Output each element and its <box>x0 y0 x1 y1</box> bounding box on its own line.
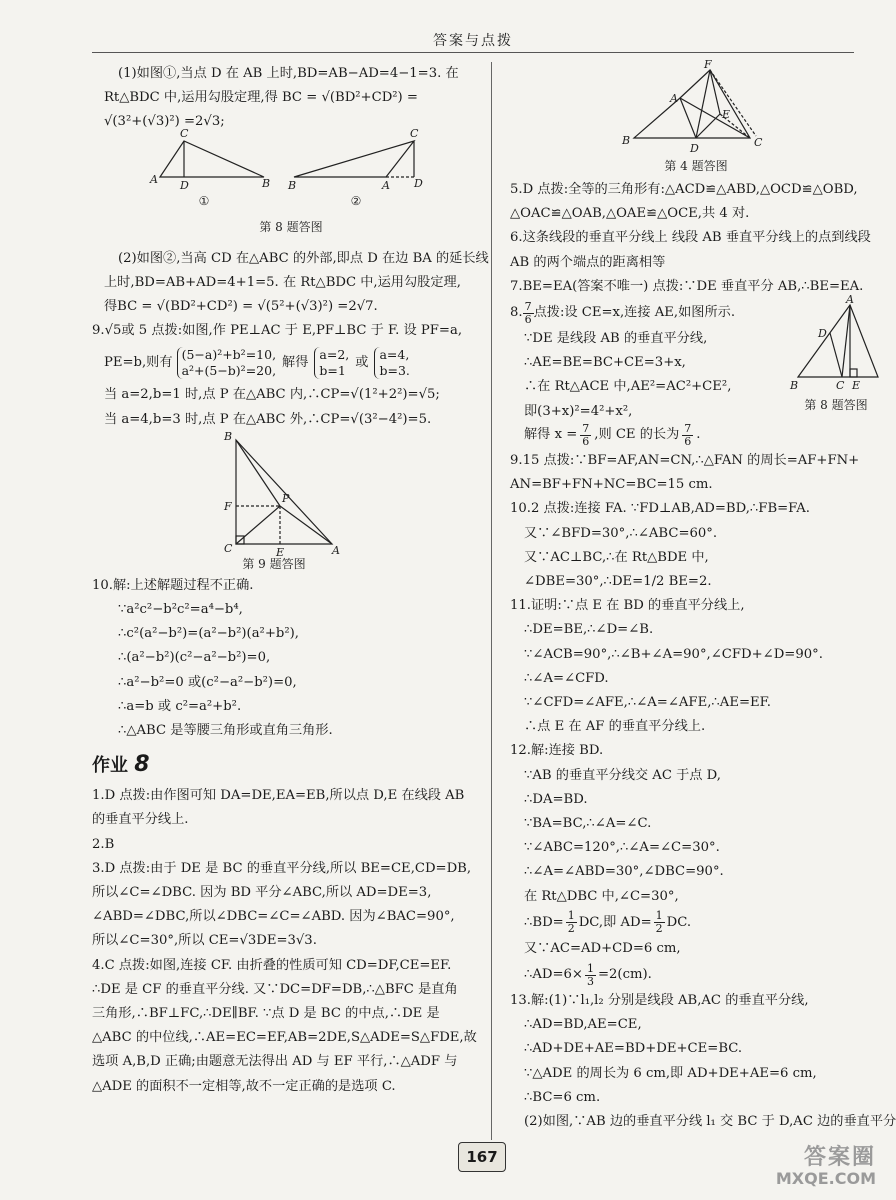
denominator: 6 <box>582 434 590 448</box>
text-fragment: 或 <box>355 355 369 371</box>
text-line: 的垂直平分线上. <box>92 812 189 828</box>
text-line: AB 的两个端点的距离相等 <box>510 254 666 270</box>
numerator: 7 <box>524 299 532 313</box>
equation: a=2, <box>319 347 350 363</box>
watermark-text: 答案圈 <box>803 1145 876 1170</box>
text-line <box>510 909 882 937</box>
page-header <box>92 30 854 53</box>
svg-text:D: D <box>818 327 827 341</box>
svg-text:C: C <box>836 379 845 393</box>
text-line: ∴(a²−b²)(c²−a²−b²)=0, <box>118 650 271 666</box>
text-line: ∴△ABC 是等腰三角形或直角三角形. <box>118 723 333 739</box>
section-label: 作业 <box>92 755 128 777</box>
text-line: 9.15 点拨:∵BF=AF,AN=CN,∴△FAN 的周长=AF+FN+ <box>510 453 860 469</box>
text-line: 所以∠C=∠DBC. 因为 BD 平分∠ABC,所以 AD=DE=3, <box>92 885 432 901</box>
header-title: 答案与点拨 <box>433 33 513 49</box>
figure-9-diagram <box>104 429 478 572</box>
figure-9 <box>104 429 478 572</box>
svg-text:C: C <box>180 126 189 140</box>
text-line: (2)如图②,当高 CD 在△ABC 的外部,即点 D 在边 BA 的延长线 <box>118 250 489 266</box>
text-line: 9.√5或 5 点拨:如图,作 PE⊥AC 于 E,PF⊥BC 于 F. 设 PF=a, <box>92 323 463 339</box>
equation-system <box>374 347 409 379</box>
text-line: △ADE 的面积不一定相等,故不一定正确的是选项 C. <box>92 1078 396 1094</box>
denominator: 6 <box>684 434 692 448</box>
text-line: 6.这条线段的垂直平分线上 线段 AB 垂直平分线上的点到线段 <box>510 230 871 246</box>
text-line: 选项 A,B,D 正确;由题意无法得出 AD 与 EF 平行,∴△ADF 与 <box>92 1054 458 1070</box>
equation: b=3. <box>379 363 410 379</box>
text-line: 1.D 点拨:由作图可知 DA=DE,EA=EB,所以点 D,E 在线段 AB <box>92 788 465 804</box>
figure-4 <box>510 58 882 176</box>
text-line: ∴在 Rt△ACE 中,AE²=AC²+CE², <box>524 379 732 395</box>
text-line: 13.解:(1)∵l₁,l₂ 分别是线段 AB,AC 的垂直平分线, <box>510 993 809 1009</box>
text-line: 12.解:连接 BD. <box>510 743 604 759</box>
text-line: √(3²+(√3)²) =2√3; <box>104 114 225 130</box>
page-number: 167 <box>458 1142 506 1172</box>
fraction <box>523 301 534 326</box>
figure-8-right <box>790 293 882 419</box>
text-line: ∴AD=BD,AE=CE, <box>524 1017 642 1033</box>
svg-text:B: B <box>262 176 271 190</box>
text-fragment: ∴AD=6× <box>524 966 583 982</box>
section-number: 8 <box>134 752 150 778</box>
text-line: 所以∠C=30°,所以 CE=√3DE=3√3. <box>92 933 317 949</box>
svg-text:A: A <box>150 172 158 186</box>
fraction <box>566 910 577 935</box>
figure-4-diagram <box>510 58 882 176</box>
equation-system <box>314 347 349 379</box>
text-line: ∴a²−b²=0 或(c²−a²−b²)=0, <box>118 674 297 690</box>
text-line: (1)如图①,当点 D 在 AB 上时,BD=AB−AD=4−1=3. 在 <box>118 66 459 81</box>
text-line: ∴AE=BE=BC+CE=3+x, <box>524 355 686 371</box>
text-fragment: DC,即 AD= <box>578 914 652 930</box>
svg-text:D: D <box>414 176 423 190</box>
watermark-logo <box>776 1146 876 1188</box>
text-line: ∵BA=BC,∴∠A=∠C. <box>524 816 652 832</box>
text-line <box>510 961 882 989</box>
text-line: 4.C 点拨:如图,连接 CF. 由折叠的性质可知 CD=DF,CE=EF. <box>92 957 452 973</box>
text-fragment: 解得 x = <box>524 426 578 442</box>
text-line: ∵∠CFD=∠AFE,∴∠A=∠AFE,∴AE=EF. <box>524 695 771 711</box>
text-line: ∴AD+DE+AE=BD+DE+CE=BC. <box>524 1041 743 1057</box>
text-line: 即(3+x)²=4²+x², <box>524 403 633 419</box>
text-line: 2.B <box>92 836 115 852</box>
text-line: ∴∠A=∠ABD=30°,∠DBC=90°. <box>524 864 724 880</box>
text-line: ∴DE=BE,∴∠D=∠B. <box>524 622 654 638</box>
svg-text:B: B <box>288 178 297 192</box>
text-line: △OAC≌△OAB,△OAE≌△OCE,共 4 对. <box>510 206 750 222</box>
text-line: 3.D 点拨:由于 DE 是 BC 的垂直平分线,所以 BE=CE,CD=DB, <box>92 860 472 876</box>
fraction <box>654 910 665 935</box>
text-line: 又∵AC⊥BC,∴在 Rt△BDE 中, <box>524 549 709 565</box>
figure-8-left <box>104 126 478 245</box>
figure-8-diagram <box>104 126 478 245</box>
numerator: 1 <box>567 909 575 923</box>
text-line: ∴DE 是 CF 的垂直平分线. 又∵DC=DF=DB,∴△BFC 是直角 <box>92 981 458 997</box>
text-fragment: 8. <box>510 304 523 320</box>
figure-label-2: ② <box>350 193 362 208</box>
numerator: 1 <box>586 961 594 975</box>
watermark-url: MXQE.COM <box>775 1169 876 1188</box>
text-line: 11.证明:∵点 E 在 BD 的垂直平分线上, <box>510 598 745 614</box>
figure-caption: 第 8 题答图 <box>804 398 868 413</box>
text-line: 得BC = √(BD²+CD²) = √(5²+(√3)²) =2√7. <box>104 299 378 315</box>
text-fragment: ∴BD= <box>524 914 564 930</box>
svg-text:C: C <box>754 136 763 149</box>
svg-text:P: P <box>282 491 290 505</box>
text-line: ∴a=b 或 c²=a²+b². <box>118 698 242 714</box>
text-line: ∴c²(a²−b²)=(a²−b²)(a²+b²), <box>118 626 299 642</box>
denominator: 6 <box>524 312 532 326</box>
right-column <box>510 58 896 1134</box>
figure-label-1: ① <box>198 193 210 208</box>
equation-line <box>104 343 478 383</box>
text-line: ∵∠ABC=120°,∴∠A=∠C=30°. <box>524 840 720 856</box>
text-line: ∴BC=6 cm. <box>524 1089 601 1105</box>
numerator: 1 <box>655 909 663 923</box>
text-line: 7.BE=EA(答案不唯一) 点拨:∵DE 垂直平分 AB,∴BE=EA. <box>510 278 864 294</box>
svg-text:A: A <box>846 293 854 307</box>
column-divider <box>491 62 492 1140</box>
equation: (5−a)²+b²=10, <box>181 347 277 363</box>
svg-text:B: B <box>622 134 631 147</box>
section-title <box>92 751 478 780</box>
svg-text:B: B <box>224 429 233 443</box>
svg-text:E: E <box>722 108 731 121</box>
text-line: ∵AB 的垂直平分线交 AC 于点 D, <box>524 767 721 783</box>
text-line: 又∵AC=AD+CD=6 cm, <box>524 940 681 956</box>
text-line: 当 a=2,b=1 时,点 P 在△ABC 内,∴CP=√(1²+2²)=√5; <box>104 387 440 403</box>
text-fragment: =2(cm). <box>597 966 652 982</box>
text-line: ∵DE 是线段 AB 的垂直平分线, <box>524 331 708 347</box>
text-line: 上时,BD=AB+AD=4+1=5. 在 Rt△BDC 中,运用勾股定理, <box>104 274 461 290</box>
text-line: ∵∠ACB=90°,∴∠B+∠A=90°,∠CFD+∠D=90°. <box>524 646 823 662</box>
text-fragment: PE=b,则有 <box>104 355 173 371</box>
svg-text:A: A <box>670 92 678 105</box>
text-line: ∵a²c²−b²c²=a⁴−b⁴, <box>118 602 243 618</box>
left-column <box>92 62 489 1099</box>
denominator: 3 <box>586 974 594 988</box>
svg-text:C: C <box>224 541 233 555</box>
denominator: 2 <box>655 922 663 936</box>
denominator: 2 <box>567 922 575 936</box>
problem-8-block <box>510 293 882 445</box>
equation: b=1 <box>319 363 346 379</box>
text-line: △ABC 的中位线,∴AE=EC=EF,AB=2DE,S△ADE=S△FDE,故 <box>92 1030 477 1046</box>
text-fragment: ,则 CE 的长为 <box>594 426 680 442</box>
text-line: ∴DA=BD. <box>524 791 588 807</box>
svg-text:F: F <box>224 499 232 513</box>
text-line: 三角形,∴BF⊥FC,∴DE∥BF. ∵点 D 是 BC 的中点,∴DE 是 <box>92 1006 440 1022</box>
text-line: 10.2 点拨:连接 FA. ∵FD⊥AB,AD=BD,∴FB=FA. <box>510 501 810 517</box>
fraction <box>585 963 596 988</box>
svg-text:D: D <box>690 142 699 155</box>
svg-text:E: E <box>276 545 285 559</box>
figure-caption: 第 9 题答图 <box>242 556 306 571</box>
svg-text:E: E <box>852 379 861 393</box>
text-line: ∠DBE=30°,∴DE=1/2 BE=2. <box>524 574 712 590</box>
text-fragment: DC. <box>666 914 692 930</box>
text-line: 5.D 点拨:全等的三角形有:△ACD≌△ABD,△OCD≌△OBD, <box>510 182 858 197</box>
text-fragment: . <box>696 426 701 442</box>
svg-text:F: F <box>704 58 712 71</box>
svg-text:D: D <box>180 178 189 192</box>
text-line: ∠ABD=∠DBC,所以∠DBC=∠C=∠ABD. 因为∠BAC=90°, <box>92 909 455 925</box>
text-line: ∴点 E 在 AF 的垂直平分线上. <box>524 719 706 735</box>
text-line: (2)如图,∵AB 边的垂直平分线 l₁ 交 BC 于 D,AC 边的垂直平分 <box>524 1114 896 1130</box>
text-fragment: 点拨:设 CE=x,连接 AE,如图所示. <box>533 304 736 320</box>
svg-text:C: C <box>410 126 419 140</box>
text-line: 当 a=4,b=3 时,点 P 在△ABC 外,∴CP=√(3²−4²)=5. <box>104 411 432 427</box>
equation: a=4, <box>379 347 410 363</box>
svg-text:B: B <box>790 379 799 393</box>
text-line: 又∵∠BFD=30°,∴∠ABC=60°. <box>524 525 718 541</box>
svg-text:A: A <box>382 178 390 192</box>
text-line: ∵△ADE 的周长为 6 cm,即 AD+DE+AE=6 cm, <box>524 1065 817 1081</box>
svg-text:A: A <box>332 543 340 557</box>
equation: a²+(5−b)²=20, <box>181 363 277 379</box>
equation-system <box>177 347 276 379</box>
text-line: AN=BF+FN+NC=BC=15 cm. <box>510 477 713 493</box>
figure-caption: 第 4 题答图 <box>664 159 728 173</box>
text-fragment: 解得 <box>282 355 309 371</box>
numerator: 7 <box>684 421 692 435</box>
text-line: 10.解:上述解题过程不正确. <box>92 577 254 593</box>
figure-caption: 第 8 题答图 <box>259 219 323 234</box>
text-line: ∴∠A=∠CFD. <box>524 670 609 686</box>
numerator: 7 <box>582 421 590 435</box>
text-line: Rt△BDC 中,运用勾股定理,得 BC = √(BD²+CD²) = <box>104 90 418 106</box>
text-line: 在 Rt△DBC 中,∠C=30°, <box>524 888 679 904</box>
